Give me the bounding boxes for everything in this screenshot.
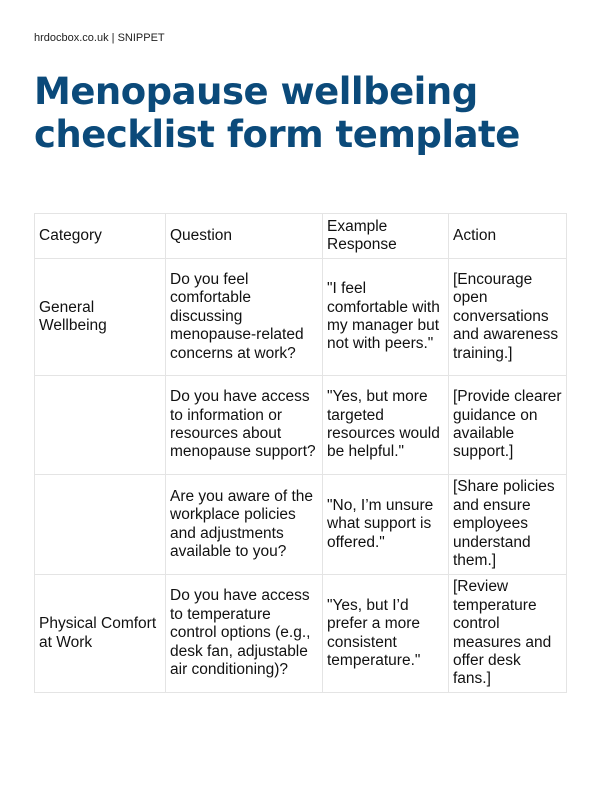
column-header-action: Action <box>449 214 567 259</box>
action-cell: [Share policies and ensure employees understand them.] <box>449 475 567 575</box>
table-row <box>35 475 567 575</box>
response-cell: "Yes, but more targeted resources would be helpful." <box>323 376 449 475</box>
action-cell: [Review temperature control measures and offer desk fans.] <box>449 575 567 693</box>
category-cell: Physical Comfort at Work <box>35 575 166 693</box>
question-cell: Do you feel comfortable discussing menopause-related concerns at work? <box>166 259 323 376</box>
table-row <box>35 259 567 376</box>
action-cell: [Encourage open conversations and awareness training.] <box>449 259 567 376</box>
checklist-table <box>34 213 567 693</box>
response-cell: "Yes, but I’d prefer a more consistent temperature." <box>323 575 449 693</box>
column-header-category: Category <box>35 214 166 259</box>
response-cell: "I feel comfortable with my manager but not with peers." <box>323 259 449 376</box>
action-cell: [Provide clearer guidance on available support.] <box>449 376 567 475</box>
category-cell: General Wellbeing <box>35 259 166 376</box>
response-cell: "No, I’m unsure what support is offered." <box>323 475 449 575</box>
category-cell <box>35 376 166 475</box>
page-title: Menopause wellbeing checklist form template <box>34 70 520 156</box>
table-header-row <box>35 214 567 259</box>
table-row <box>35 575 567 693</box>
question-cell: Do you have access to information or resources about menopause support? <box>166 376 323 475</box>
question-cell: Do you have access to temperature control options (e.g., desk fan, adjustable air conditioning)? <box>166 575 323 693</box>
column-header-example-response: Example Response <box>323 214 449 259</box>
category-cell <box>35 475 166 575</box>
table-row <box>35 376 567 475</box>
question-cell: Are you aware of the workplace policies and adjustments available to you? <box>166 475 323 575</box>
column-header-question: Question <box>166 214 323 259</box>
source-label: hrdocbox.co.uk | SNIPPET <box>34 32 165 44</box>
